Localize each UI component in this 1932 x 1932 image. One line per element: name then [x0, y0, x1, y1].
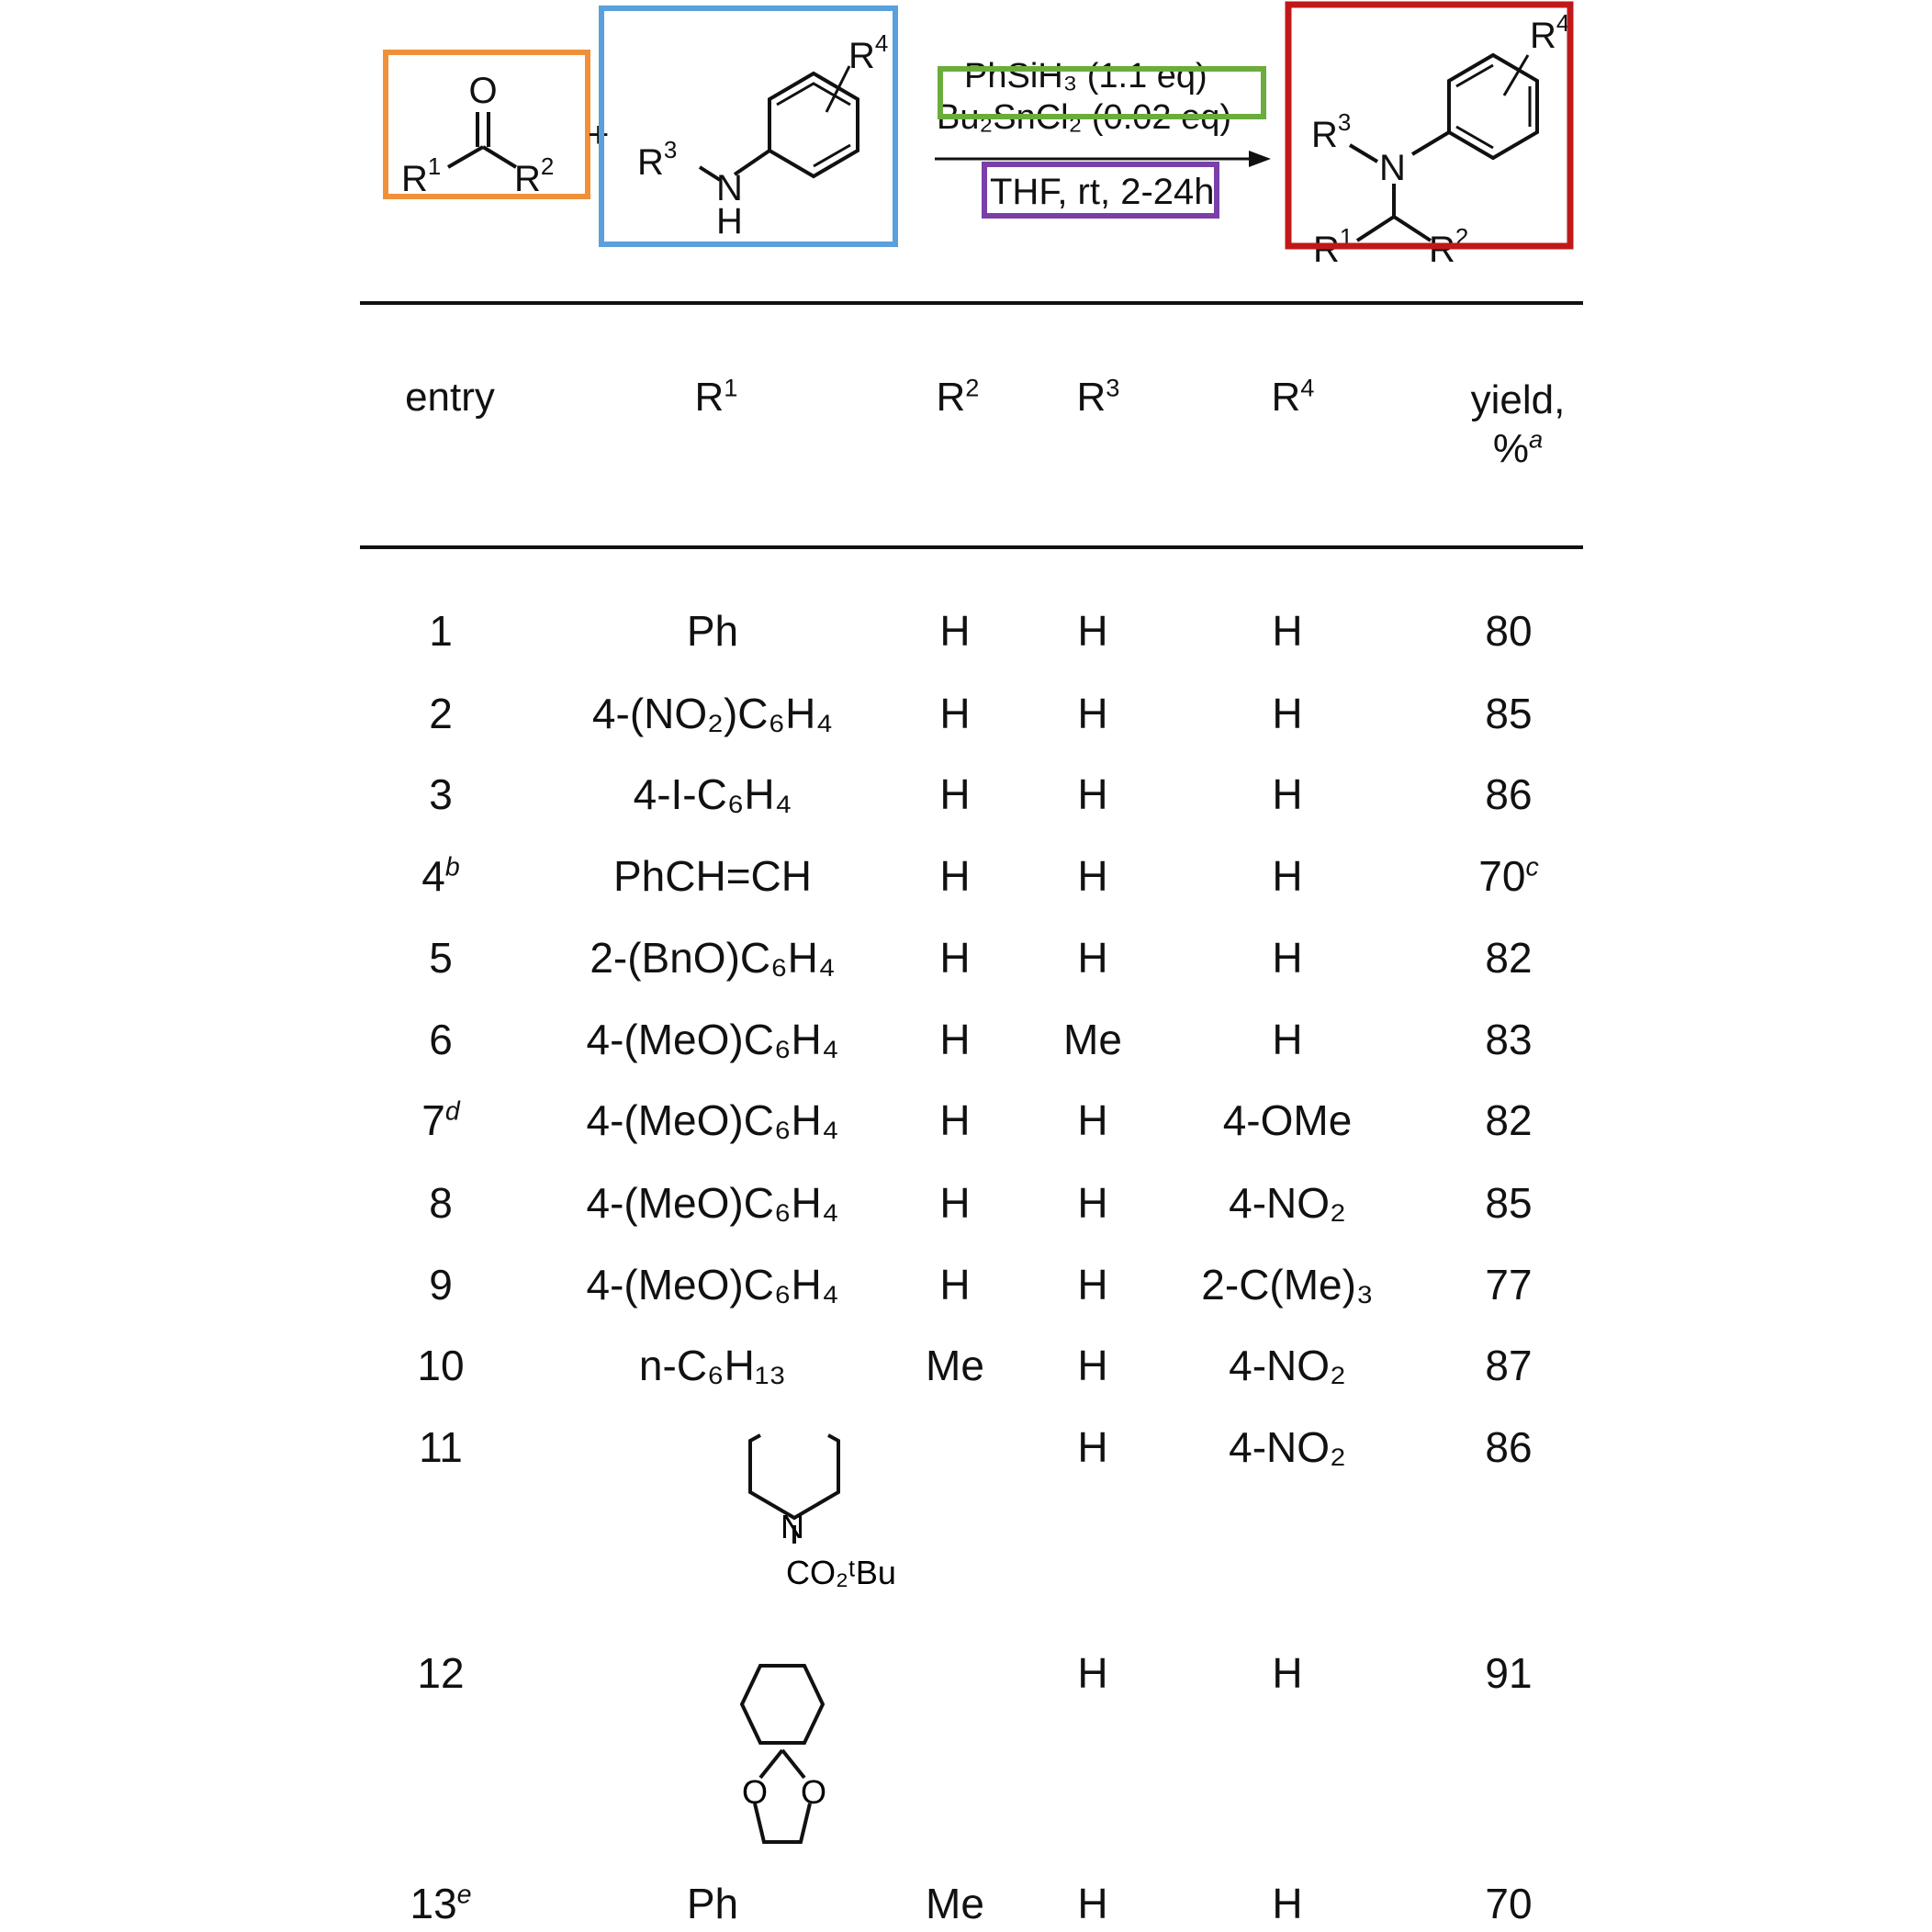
cell-entry: 2 — [429, 690, 453, 737]
cell-r1: 4-(MeO)C₆H₄ — [586, 1179, 839, 1227]
cell-yield: 86 — [1485, 1423, 1533, 1471]
cell-entry: 7$^d$ — [421, 1096, 460, 1144]
cell-entry: 6 — [429, 1016, 453, 1063]
cell-r2: H — [939, 852, 971, 900]
cell-yield: 77 — [1485, 1261, 1533, 1309]
cell-r1: Ph — [686, 1880, 739, 1927]
cell-r2: H — [939, 1016, 971, 1063]
plus-sign: + — [588, 115, 610, 155]
cell-r3: H — [1077, 934, 1108, 982]
cell-r3: H — [1077, 607, 1108, 655]
cell-yield: 86 — [1485, 770, 1533, 818]
cell-entry: 12 — [417, 1649, 465, 1697]
cell-r4: 4-NO₂ — [1229, 1179, 1346, 1227]
cell-r1: 4-(MeO)C₆H₄ — [586, 1016, 839, 1063]
svg-text:R3: $R^3$ — [1311, 108, 1352, 155]
svg-text:R4: $R^4$ — [1530, 9, 1570, 56]
ketone-structure — [401, 71, 554, 199]
cell-yield: 83 — [1485, 1016, 1533, 1063]
cell-r3: H — [1077, 1261, 1108, 1309]
amine-structure — [637, 29, 888, 242]
cell-entry: 1 — [429, 607, 453, 655]
cell-yield: 82 — [1485, 1096, 1533, 1144]
header-r1: $R^1$ — [694, 373, 738, 420]
svg-text:R2: $R^2$ — [1429, 223, 1469, 270]
cell-r1: Ph — [686, 607, 739, 655]
cell-r4: H — [1272, 690, 1303, 737]
cell-r2: H — [939, 770, 971, 818]
cell-r3: H — [1077, 690, 1108, 737]
cell-yield: 70 — [1485, 1880, 1533, 1927]
cell-r3: H — [1077, 1649, 1108, 1697]
table-top-rule — [360, 301, 1583, 305]
header-yield: yield, %$^a$ — [1470, 377, 1566, 471]
reaction-scheme — [0, 0, 1932, 275]
cell-entry: 9 — [429, 1261, 453, 1309]
svg-text:R1: $R^1$ — [401, 152, 442, 199]
cell-r2: H — [939, 690, 971, 737]
svg-text:R1: $R^1$ — [1313, 223, 1354, 270]
table-header-rule — [360, 545, 1583, 549]
cell-yield: 91 — [1485, 1649, 1533, 1697]
cell-r2: H — [939, 1261, 971, 1309]
ketal-o-right: O — [801, 1773, 827, 1811]
svg-text:N: N — [1379, 148, 1406, 188]
conditions-text: THF, rt, 2-24h — [990, 172, 1215, 212]
cell-r4: H — [1272, 852, 1303, 900]
cell-r4: 4-NO₂ — [1229, 1342, 1346, 1389]
cell-entry: 3 — [429, 770, 453, 818]
cell-entry: 11 — [419, 1423, 463, 1471]
cell-r2: Me — [926, 1880, 984, 1927]
header-r3: $R^3$ — [1076, 373, 1120, 420]
cell-r3: H — [1077, 1179, 1108, 1227]
cell-r3: H — [1077, 1342, 1108, 1389]
ring-n-label: N — [781, 1508, 804, 1545]
cell-r2: H — [939, 607, 971, 655]
header-r4: $R^4$ — [1271, 373, 1315, 420]
cell-yield: 85 — [1485, 690, 1533, 737]
cell-r4: H — [1272, 1880, 1303, 1927]
cell-r4: 2-C(Me)₃ — [1201, 1261, 1374, 1309]
cell-r1: 4-(MeO)C₆H₄ — [586, 1096, 839, 1144]
cell-r3: H — [1077, 1423, 1108, 1471]
svg-text:H: H — [716, 201, 743, 242]
header-entry: entry — [405, 375, 495, 420]
cell-yield: 82 — [1485, 934, 1533, 982]
cell-r4: 4-OMe — [1222, 1096, 1353, 1144]
svg-text:O: O — [468, 71, 498, 111]
cell-yield: 70$^c$ — [1478, 852, 1539, 900]
svg-text:R4: $R^4$ — [848, 29, 889, 76]
cell-r2: H — [939, 1096, 971, 1144]
svg-text:R2: $R^2$ — [514, 152, 555, 199]
svg-text:R3: $R^3$ — [637, 136, 678, 183]
cell-r3: Me — [1063, 1016, 1122, 1063]
cell-r3: H — [1077, 852, 1108, 900]
product-structure — [1311, 9, 1569, 270]
cell-r4: H — [1272, 1016, 1303, 1063]
entry-11-r1-structure — [716, 1419, 955, 1630]
cell-r4: 4-NO₂ — [1229, 1423, 1346, 1471]
cell-r1: n-C₆H₁₃ — [638, 1342, 787, 1389]
reagent-line-1: PhSiH₃ (1.1 eq) — [964, 57, 1208, 95]
cell-r1: 4-(MeO)C₆H₄ — [586, 1261, 839, 1309]
cell-entry: 10 — [417, 1342, 465, 1389]
cell-entry: 8 — [429, 1179, 453, 1227]
cell-r2: Me — [926, 1342, 984, 1389]
reagent-line-2: Bu₂SnCl₂ (0.02 eq) — [937, 98, 1231, 137]
cell-r4: H — [1272, 934, 1303, 982]
cell-r4: H — [1272, 1649, 1303, 1697]
ketal-o-left: O — [742, 1773, 769, 1811]
cell-yield: 85 — [1485, 1179, 1533, 1227]
cell-entry: 5 — [429, 934, 453, 982]
cell-r3: H — [1077, 770, 1108, 818]
cell-r1: 4-I-C₆H₄ — [633, 770, 792, 818]
cell-r2: H — [939, 1179, 971, 1227]
cell-r3: H — [1077, 1880, 1108, 1927]
cell-r4: H — [1272, 607, 1303, 655]
cell-r3: H — [1077, 1096, 1108, 1144]
boc-label: CO₂ᵗBu — [786, 1554, 896, 1591]
cell-r2: H — [939, 934, 971, 982]
cell-entry: 13e — [410, 1880, 472, 1927]
cell-r1: 4-(NO₂)C₆H₄ — [591, 690, 834, 737]
cell-r4: H — [1272, 770, 1303, 818]
cell-entry: 4$^b$ — [421, 852, 460, 900]
cell-yield: 80 — [1485, 607, 1533, 655]
cell-yield: 87 — [1485, 1342, 1533, 1389]
entry-12-r1-structure — [716, 1655, 900, 1866]
svg-text:N: N — [716, 168, 743, 208]
cell-r1: PhCH=CH — [612, 852, 813, 900]
cell-r1: 2-(BnO)C₆H₄ — [590, 934, 836, 982]
header-r2: $R^2$ — [936, 373, 980, 420]
